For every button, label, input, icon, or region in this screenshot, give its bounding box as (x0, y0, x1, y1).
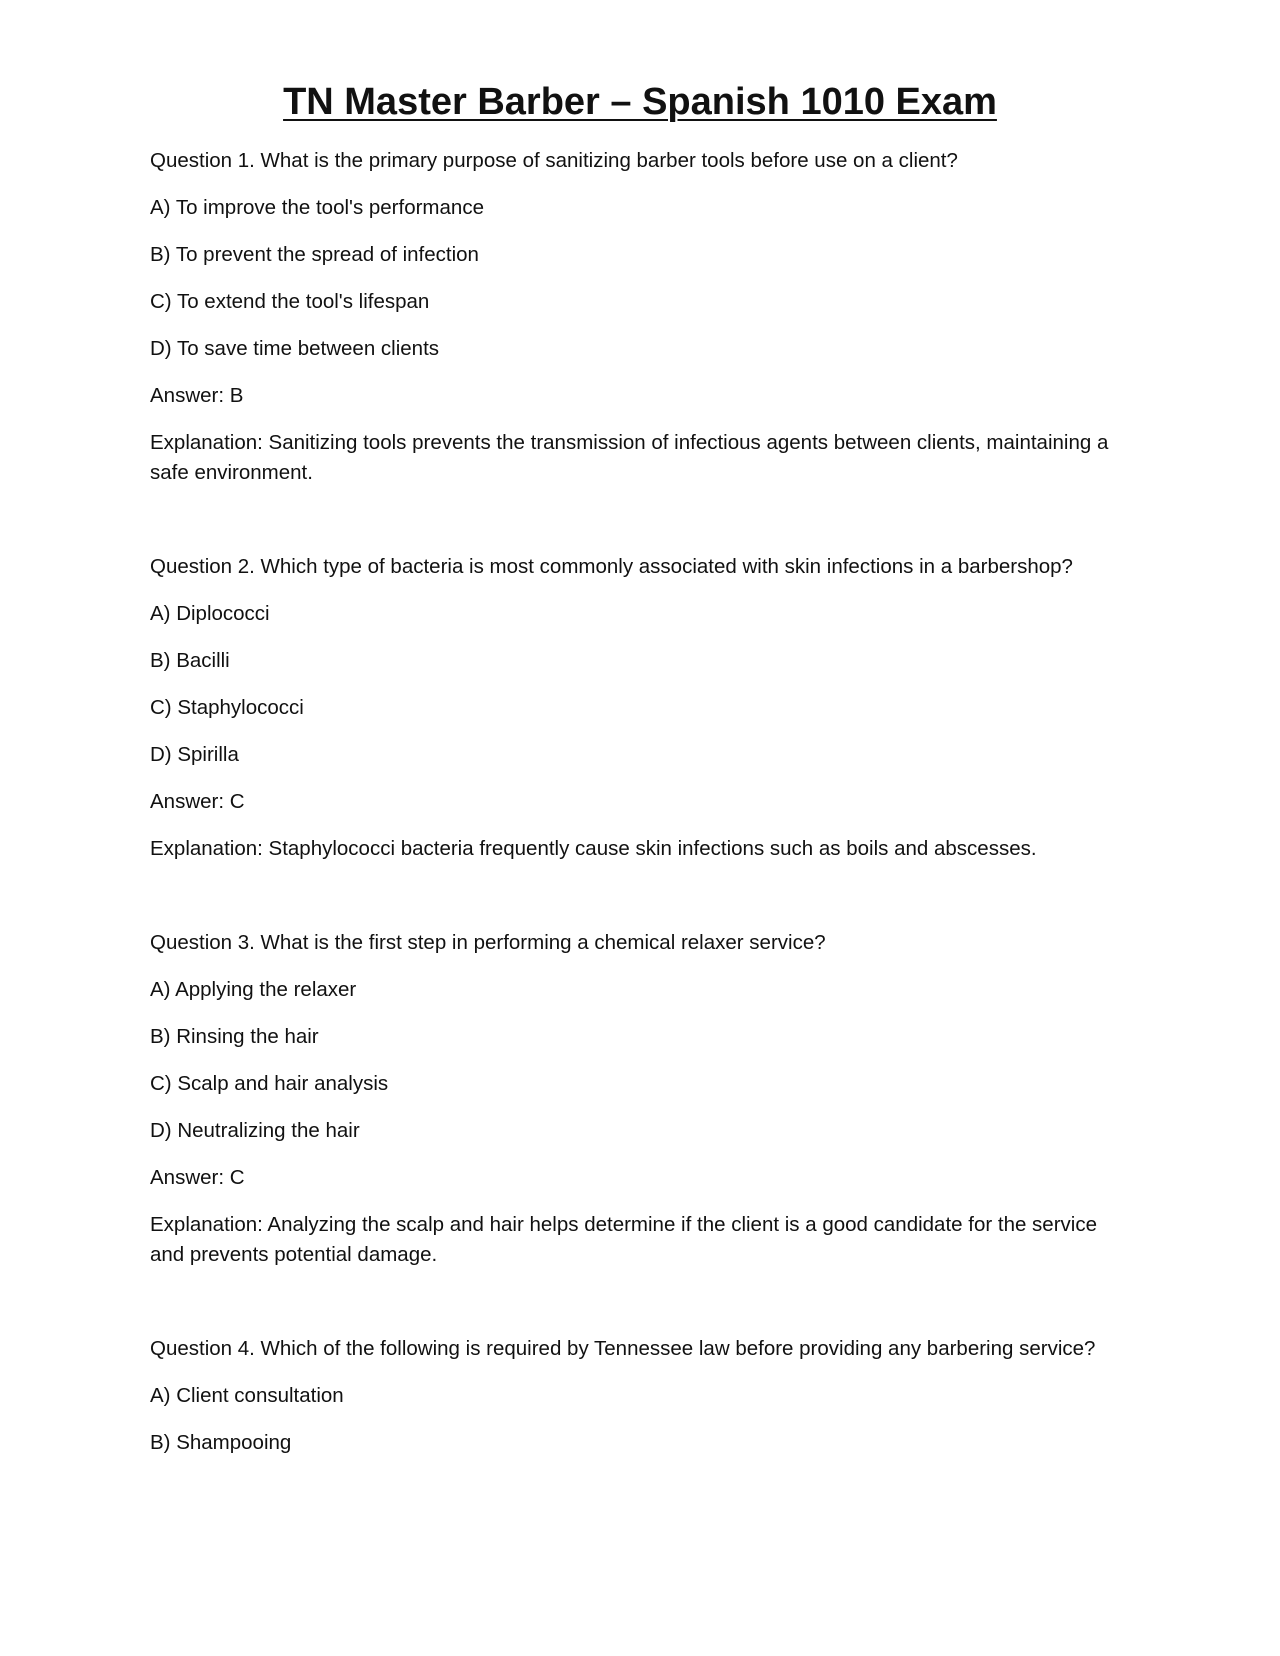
question-1 (150, 146, 1130, 488)
question-text: Question 2. Which type of bacteria is most commonly associated with skin infections in a barbershop? (150, 555, 1073, 578)
question-2 (150, 552, 1130, 864)
question-3 (150, 928, 1130, 1270)
option-c: C) Staphylococci (150, 696, 304, 719)
option-b: B) To prevent the spread of infection (150, 243, 479, 266)
question-4 (150, 1334, 1130, 1458)
option-c: C) To extend the tool's lifespan (150, 290, 430, 313)
option-d: D) Neutralizing the hair (150, 1119, 360, 1142)
question-text: Question 4. Which of the following is required by Tennessee law before providing any barbering service? (150, 1337, 1096, 1360)
question-text: Question 1. What is the primary purpose of sanitizing barber tools before use on a client? (150, 149, 958, 172)
option-a: A) Client consultation (150, 1384, 344, 1407)
spacer (150, 864, 1130, 928)
explanation: Explanation: Staphylococci bacteria frequently cause skin infections such as boils and abscesses. (150, 837, 1037, 860)
spacer (150, 1270, 1130, 1334)
spacer (150, 488, 1130, 552)
answer: Answer: C (150, 1166, 245, 1189)
option-d: D) Spirilla (150, 743, 239, 766)
explanation: Explanation: Sanitizing tools prevents the transmission of infectious agents between clients, maintaining a safe environment. (150, 431, 1109, 484)
question-text: Question 3. What is the first step in performing a chemical relaxer service? (150, 931, 826, 954)
answer: Answer: C (150, 790, 245, 813)
option-a: A) To improve the tool's performance (150, 196, 484, 219)
question-list (150, 146, 1130, 1458)
document-title (150, 78, 1130, 126)
option-b: B) Shampooing (150, 1431, 292, 1454)
option-a: A) Diplococci (150, 602, 270, 625)
option-b: B) Bacilli (150, 649, 230, 672)
answer: Answer: B (150, 384, 244, 407)
option-c: C) Scalp and hair analysis (150, 1072, 389, 1095)
option-d: D) To save time between clients (150, 337, 440, 360)
explanation: Explanation: Analyzing the scalp and hair helps determine if the client is a good candidate for the service and prevents potential damage. (150, 1213, 1097, 1266)
option-a: A) Applying the relaxer (150, 978, 357, 1001)
option-b: B) Rinsing the hair (150, 1025, 319, 1048)
document-title-text: TN Master Barber – Spanish 1010 Exam (283, 81, 997, 123)
